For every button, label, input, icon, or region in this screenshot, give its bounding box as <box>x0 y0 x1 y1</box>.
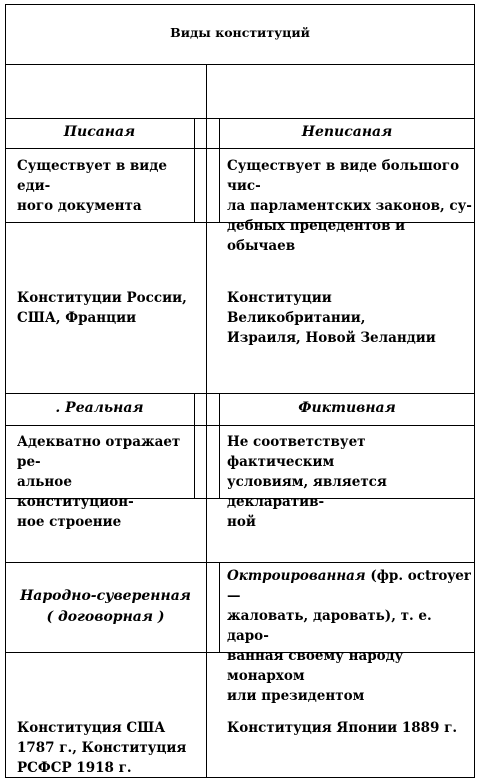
diagram-title: Виды конституций <box>170 25 310 40</box>
row-divider <box>5 393 475 394</box>
desc-fictitious: Не соответствует фактическим условиям, является декларатив- ной <box>227 434 387 530</box>
row-divider <box>5 118 475 119</box>
header-unwritten: Неписаная <box>301 124 393 140</box>
row-divider <box>5 425 475 426</box>
example-usa-rsfsr: Конституция США 1787 г., Конституция РСФСР 1918 г. <box>17 720 187 776</box>
title-divider <box>5 64 475 65</box>
header-real: . Реальная <box>55 400 144 416</box>
row-divider <box>5 562 475 563</box>
octroyed-definition: (фр. octroyer — жаловать, даровать), т. е. даро- ванная своему народу монархом или президентом <box>227 568 471 704</box>
example-japan: Конституция Японии 1889 г. <box>227 720 458 736</box>
header-popular-sovereign: Народно-суверенная ( договорная ) <box>20 588 191 625</box>
header-fictitious: Фиктивная <box>298 400 396 416</box>
gutter-line <box>194 393 195 498</box>
desc-real: Адекватно отражает ре- альное конституцион- ное строение <box>17 434 181 530</box>
row-divider <box>5 148 475 149</box>
gutter-line <box>219 562 220 652</box>
desc-written: Существует в виде еди- ного документа <box>17 158 167 214</box>
header-octroyed <box>227 566 477 706</box>
center-divider <box>206 64 207 778</box>
desc-unwritten: Существует в виде большого чис- ла парламентских законов, су- дебных прецедентов и обычаев <box>227 158 472 254</box>
header-written: Писаная <box>63 124 136 140</box>
example-unwritten: Конституции Великобритании, Израиля, Новой Зеландии <box>227 290 436 346</box>
gutter-line <box>194 118 195 222</box>
example-written: Конституции России, США, Франции <box>17 290 187 326</box>
octroyed-term: Октроированная <box>227 568 366 584</box>
